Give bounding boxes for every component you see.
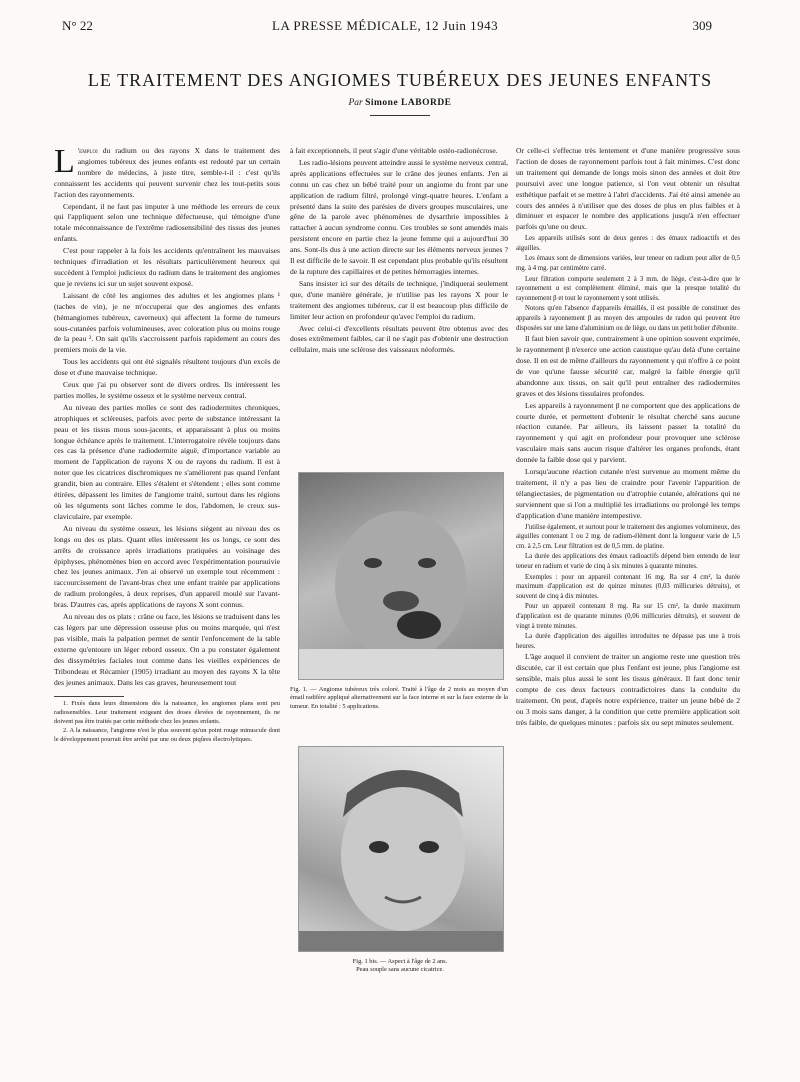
byline-prefix: Par	[348, 98, 363, 108]
paragraph: Au niveau des os plats : crâne ou face, les lésions se traduisent dans les cas légers par une dépression osseuse plus ou moins marquée, qui n'est pas visible, mais la palpation permet de sentir l'enfoncement de la table externe qu'entoure un léger rebord osseux. On a pu constater également des dissymétries faciales tout comme dans les vieilles expériences de Tribondeau et Récamier (1905) irradiant au moyen des rayons X la tête des jeunes animaux. Dans les cas graves, heureusement tout	[54, 612, 280, 687]
article-title: LE TRAITEMENT DES ANGIOMES TUBÉREUX DES JEUNES ENFANTS	[87, 70, 713, 90]
figure-1bis-caption	[300, 958, 500, 975]
small-paragraph: Pour un appareil contenant 8 mg. Ra sur 15 cm², la durée maximum d'application est de quarante minutes (0,06 millicuries détruits), et souvent de vingt à trente minutes.	[516, 603, 740, 630]
paragraph: Or celle-ci s'effectue très lentement et d'une manière progressive sous l'action de doses de rayonnement parfois tout à fait minimes. C'est donc un traitement qui demande de longs mois sinon des années et doit être poursuivi avec une longue patience, si l'on veut obtenir un résultat esthétique parfait et se mettre à l'abri d'accidents. J'ai été ainsi amenée au cours des années à n'utiliser que des doses de plus en plus faibles et à diminuer et espacer le nombre des applications jusqu'à n'en effectuer parfois qu'une ou deux.	[516, 146, 740, 232]
paragraph: Au niveau du système osseux, les lésions siègent au niveau des os longs ou des os plats. Quant elles intéressent les os longs, ce sont des arrêts de croissance après irradiations pratiquées au voisinage des épiphyses, phénomènes bien en accord avec l'expérimentation poursuivie chez les jeunes animaux. J'en ai observé un exemple tout récemment : raccourcissement de l'avant-bras chez une enfant traitée par applications de radium prolongées, à deux reprises, d'un appareil moulé sur l'avant-bras. D'autres cas, après applications de rayons X sont connus.	[54, 523, 280, 610]
small-paragraph: J'utilise également, et surtout pour le traitement des angiomes volumineux, des aiguilles contenant 1 ou 2 mg. de radium-élément dont la longueur varie de 1,5 cm. à 2,5 cm. Leur filtration est de 0,5 mm. de platine.	[516, 523, 740, 550]
byline	[0, 98, 800, 108]
journal-title: LA PRESSE MÉDICALE, 12 Juin 1943	[272, 18, 499, 33]
column-2-text	[290, 146, 508, 358]
paragraph-text: du radium ou des rayons X dans le traitement des angiomes tubéreux des jeunes enfants est redouté par un certain nombre de médecins, à juste titre, semble-t-il : c'est qu'ils connaissent les accidents qui peuvent survenir chez les tout-petits sous l'action des rayonnements.	[54, 146, 280, 199]
paragraph: Ceux que j'ai pu observer sont de divers ordres. Ils intéressent les parties molles, le système osseux et le système nerveux central.	[54, 380, 280, 400]
figure-1-photo	[298, 472, 504, 680]
column-2	[290, 146, 508, 358]
paragraph: Sans insister ici sur des détails de technique, j'indiquerai seulement que, d'une manière générale, je n'utilise pas les rayons X pour le traitement des angiomes tubéreux, car il est beaucoup plus difficile de limiter leur action en profondeur qu'avec l'emploi du radium.	[290, 278, 508, 321]
small-paragraph: Les appareils utilisés sont de deux genres : des émaux radioactifs et des aiguilles.	[516, 235, 740, 252]
footnote: 1. Fixés dans leurs dimensions dès la naissance, les angiomes plans sont peu radiosensibles. Leur traitement exigeant des doses élevées de rayonnement, ils ne doivent pas être traités par cette méthode chez les jeunes enfants.	[54, 700, 280, 725]
footnote-rule	[54, 696, 124, 697]
column-3	[516, 146, 740, 1052]
drop-cap: L	[54, 146, 75, 180]
small-paragraph: La durée d'application des aiguilles introduites ne dépasse pas une à trois heures.	[516, 633, 740, 650]
paragraph: Cependant, il ne faut pas imputer à une méthode les erreurs de ceux qui l'appliquent selon une technique défectueuse, qui témoigne d'une totale méconnaissance de l'extrême radiosensibilité des tissus des jeunes enfants.	[54, 201, 280, 244]
paragraph: Il faut bien savoir que, contrairement à une opinion souvent exprimée, le rayonnement β n'exerce une action caustique qu'au delà d'une certaine dose. Il en est de même d'ailleurs du rayonnement γ qui n'offre à ce point de vue qu'une fausse sécurité car, malgré la faible énergie qu'il abandonne aux tissus, on sait qu'il peut entraîner des radiodermites graves et des lésions tissulaires profondes.	[516, 334, 740, 398]
child-photo-illustration	[299, 747, 503, 951]
paragraph: Laissant de côté les angiomes des adultes et les angiomes plans ¹ (taches de vin), je ne m'occuperai que des angiomes des enfants (hémangiomes tubéreux, caverneux) qui affectent la forme de tumeurs sous-cutanées parfois volumineuses, avec coloration plus ou moins rouge de la peau ². On sait qu'ils s'accroissent parfois rapidement au cours des premiers mois de la vie.	[54, 290, 280, 355]
paragraph: C'est pour rappeler à la fois les accidents qu'entraînent les mauvaises techniques d'irradiation et les résultats particulièrement heureux qui succèdent à l'emploi judicieux du radium dans le traitement des angiomes que je reviens ici sur un sujet souvent exposé.	[54, 246, 280, 288]
small-paragraph: La durée des applications des émaux radioactifs dépend bien entendu de leur teneur en radium et varie de cinq à six minutes à quarante minutes.	[516, 553, 740, 570]
caption-line: Fig. 1 bis. — Aspect à l'âge de 2 ans.	[352, 958, 448, 965]
small-paragraph: Notons qu'en l'absence d'appareils émaillés, il est possible de constituer des appareils à rayonnement β au moyen des ampoules de radon qui peuvent être disposées sur une lame d'aluminium ou de liège, ou dans un petit bolier d'ébonite.	[516, 305, 740, 332]
footnote: 2. A la naissance, l'angiome n'est le plus souvent qu'un point rouge minuscule dont le développement pourrait être arrêté par une ou deux piqûres électrolytiques.	[54, 727, 280, 743]
infant-photo-illustration	[299, 473, 503, 679]
figure-1bis-photo	[298, 746, 504, 952]
paragraph: Lorsqu'aucune réaction cutanée n'est survenue au moment même du traitement, il n'y a pas lieu de craindre pour l'avenir l'apparition de télangiectasies, de pigmentation ou d'atrophie cutanée, altérations qui ne surviennent que si l'on a multiplié les irradiations ou prolongé les temps d'application d'une manière intempestive.	[516, 467, 740, 520]
paragraph: Tous les accidents qui ont été signalés résultent toujours d'un excès de dose et d'une mauvaise technique.	[54, 357, 280, 378]
small-paragraph: Les émaux sont de dimensions variées, leur teneur en radium peut aller de 0,5 mg. à 4 mg. par centimètre carré.	[516, 255, 740, 273]
paragraph: à fait exceptionnels, il peut s'agir d'une véritable ostéo-radionécrose.	[290, 146, 498, 155]
paragraph: Au niveau des parties molles ce sont des radiodermites chroniques, atrophiques et scléreuses, parfois avec perte de substance intéressant la peau et les tissus mous sous-jacents, et apparaissant à plus ou moins longue échéance après le traitement. L'interrogatoire révèle toujours dans ces cas la présence d'une radiodermite aiguë, d'importance variable au moment de l'application de rayons X ou de rayons du radium. Il est à noter que les cicatrices dischromiques ne s'améliorent pas quand l'enfant grandit, bien au contraire. Elles s'étalent et s'étendent ; elles sont comme étirées, dépassent les limites de l'angiome traité, surtout dans les régions où les téguments sont lâches comme le dos, l'abdomen, le creux sus-claviculaire, par exemple.	[54, 402, 280, 521]
issue-number: N° 22	[62, 18, 93, 33]
running-header	[62, 18, 712, 38]
paragraph: L'âge auquel il convient de traiter un angiome reste une question très discutée, car il est certain que plus l'enfant est jeune, plus l'angiome est sensible, mais plus aussi le sont les tissus généraux. Il faut donc tenir compte de ces deux facteurs contradictoires dans la conduite du traitement. On peut, d'après notre expérience, traiter un jeune bébé de 2 ou 3 mois sans danger, à la condition que cette première application soit très faible, de quelques minutes : parfois six ou sept minutes seulement.	[516, 652, 740, 727]
author-name: Simone LABORDE	[365, 98, 452, 108]
small-paragraph: Exemples : pour un appareil contenant 16 mg. Ra sur 4 cm², la durée maximum d'application est de quinze minutes (0,03 millicuries détruits), et souvent de cinq à dix minutes.	[516, 573, 740, 600]
paragraph: Avec celui-ci d'excellents résultats peuvent être obtenus avec des doses extrêmement faibles, car il ne s'agit pas d'obtenir une destruction cellulaire, mais une sclérose des vaisseaux néoformés.	[290, 323, 508, 355]
paragraph: Les appareils à rayonnement β ne comportent que des applications de courte durée, et permettent d'obtenir le résultat cherché sans aucune réaction cutanée. Par ailleurs, ils laissent passer la totalité du rayonnement γ qui agit en profondeur pour provoquer une sclérose vasculaire mais sans aucun risque d'altérer les organes profonds, étant donnée la faible dose qui y parvient.	[516, 400, 740, 465]
title-rule	[370, 115, 430, 116]
page-number: 309	[692, 18, 712, 33]
figure-1-caption: Fig. 1. — Angiome tubéreux très coloré. Traité à l'âge de 2 mois au moyen d'un émail radifère appliqué alternativement sur la face interne et sur la face externe de la tumeur. En totalité : 5 applications.	[290, 686, 508, 710]
column-1	[54, 146, 280, 1052]
small-paragraph: Leur filtration comporte seulement 2 à 3 mm. de liège, c'est-à-dire que le rayonnement α est complètement éliminé, mais que la presque totalité du rayonnement β et tout le rayonnement γ sont utilisés.	[516, 275, 740, 302]
paragraph	[54, 146, 280, 201]
paragraph: Les radio-lésions peuvent atteindre aussi le système nerveux central, après applications effectuées sur le crâne des jeunes enfants. J'en ai connu un cas chez un bébé traité pour un angiome du front par une application de radium filtré, prolongé vingt-quatre heures. L'enfant a présenté dans la suite des parésies de divers groupes musculaires, une gêne de la parole avec phénomènes de dysarthrie impossibles à rattacher à aucun syndrome connu. Ces troubles se sont amendés mais persistent encore en partie chez la jeune femme qui a aujourd'hui 30 ans. Sont-ils dus à une action directe sur les éléments nerveux jeunes ? Il est difficile de le savoir. Il est cependant plus probable qu'ils résultent de la rupture des capillaires et de petites hémorragies internes.	[290, 157, 508, 276]
caption-line: Peau souple sans aucune cicatrice.	[356, 966, 444, 974]
small-caps-word: 'emploi	[77, 146, 98, 155]
